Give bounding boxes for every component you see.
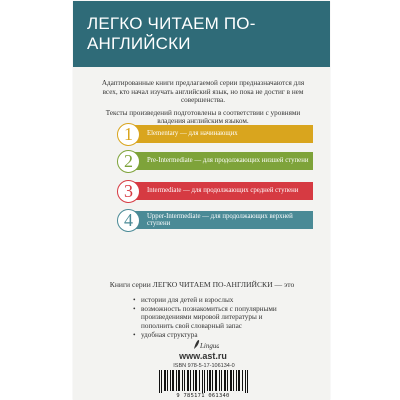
feature-item: • возможность познакомиться с популярными произведениями мировой литературы и пополнить свой словарный запас xyxy=(133,305,283,331)
level-name: Pre-Intermediate xyxy=(147,157,193,165)
level-2 xyxy=(117,152,313,170)
publisher-logo xyxy=(191,337,219,351)
level-3 xyxy=(117,182,313,200)
level-description: для продолжающих низшей ступени xyxy=(202,157,309,165)
isbn-label: ISBN 978-5-17-106134-0 xyxy=(173,363,235,369)
lingua-logo-icon xyxy=(191,337,219,351)
title-band xyxy=(73,1,330,67)
level-name: Elementary xyxy=(147,130,179,138)
level-number-badge: 4 xyxy=(117,209,140,232)
feature-item: • истории для детей и взрослых xyxy=(133,296,283,305)
feature-item: • удобная структура xyxy=(133,331,283,340)
level-number-badge: 1 xyxy=(117,123,140,146)
level-description: для продолжающих верхней ступени xyxy=(147,212,293,227)
level-description: для продолжающих средней ступени xyxy=(191,187,299,195)
level-1 xyxy=(117,125,313,143)
barcode xyxy=(159,370,249,393)
level-label: Elementary — для начинающих xyxy=(147,130,238,138)
series-lead-text: Книги серии ЛЕГКО ЧИТАЕМ ПО-АНГЛИЙСКИ — это xyxy=(109,280,295,289)
book-back-cover xyxy=(73,1,330,400)
publisher-website: www.ast.ru xyxy=(179,351,227,361)
level-name: Intermediate xyxy=(147,187,182,195)
level-description: для начинающих xyxy=(188,130,238,138)
level-label: Upper-Intermediate — для продолжающих верхней ступени xyxy=(147,212,293,227)
level-4 xyxy=(117,211,313,229)
level-bar xyxy=(127,182,313,200)
level-bar xyxy=(127,152,313,170)
level-label: Pre-Intermediate — для продолжающих низшей ступени xyxy=(147,157,309,165)
level-label: Intermediate — для продолжающих средней ступени xyxy=(147,187,299,195)
level-bar xyxy=(127,125,313,143)
svg-text:Lingua: Lingua xyxy=(200,342,219,350)
level-name: Upper-Intermediate xyxy=(147,212,201,220)
level-number-badge: 3 xyxy=(117,180,140,203)
barcode-digits: 9 785171 061340 xyxy=(176,393,230,399)
level-bar xyxy=(127,211,313,229)
intro-paragraph-2: Тексты произведений подготовлены в соответствии с уровнями владения английским языком. xyxy=(105,108,301,126)
level-number-badge: 2 xyxy=(117,150,140,173)
series-title: ЛЕГКО ЧИТАЕМ ПО-АНГЛИЙСКИ xyxy=(87,14,256,53)
feature-list xyxy=(133,296,283,340)
intro-paragraph-1: Адаптированные книги предлагаемой серии предназначаются для всех, кто начал изучать английский язык, но пока не достиг в нем совершенства. xyxy=(101,79,305,105)
